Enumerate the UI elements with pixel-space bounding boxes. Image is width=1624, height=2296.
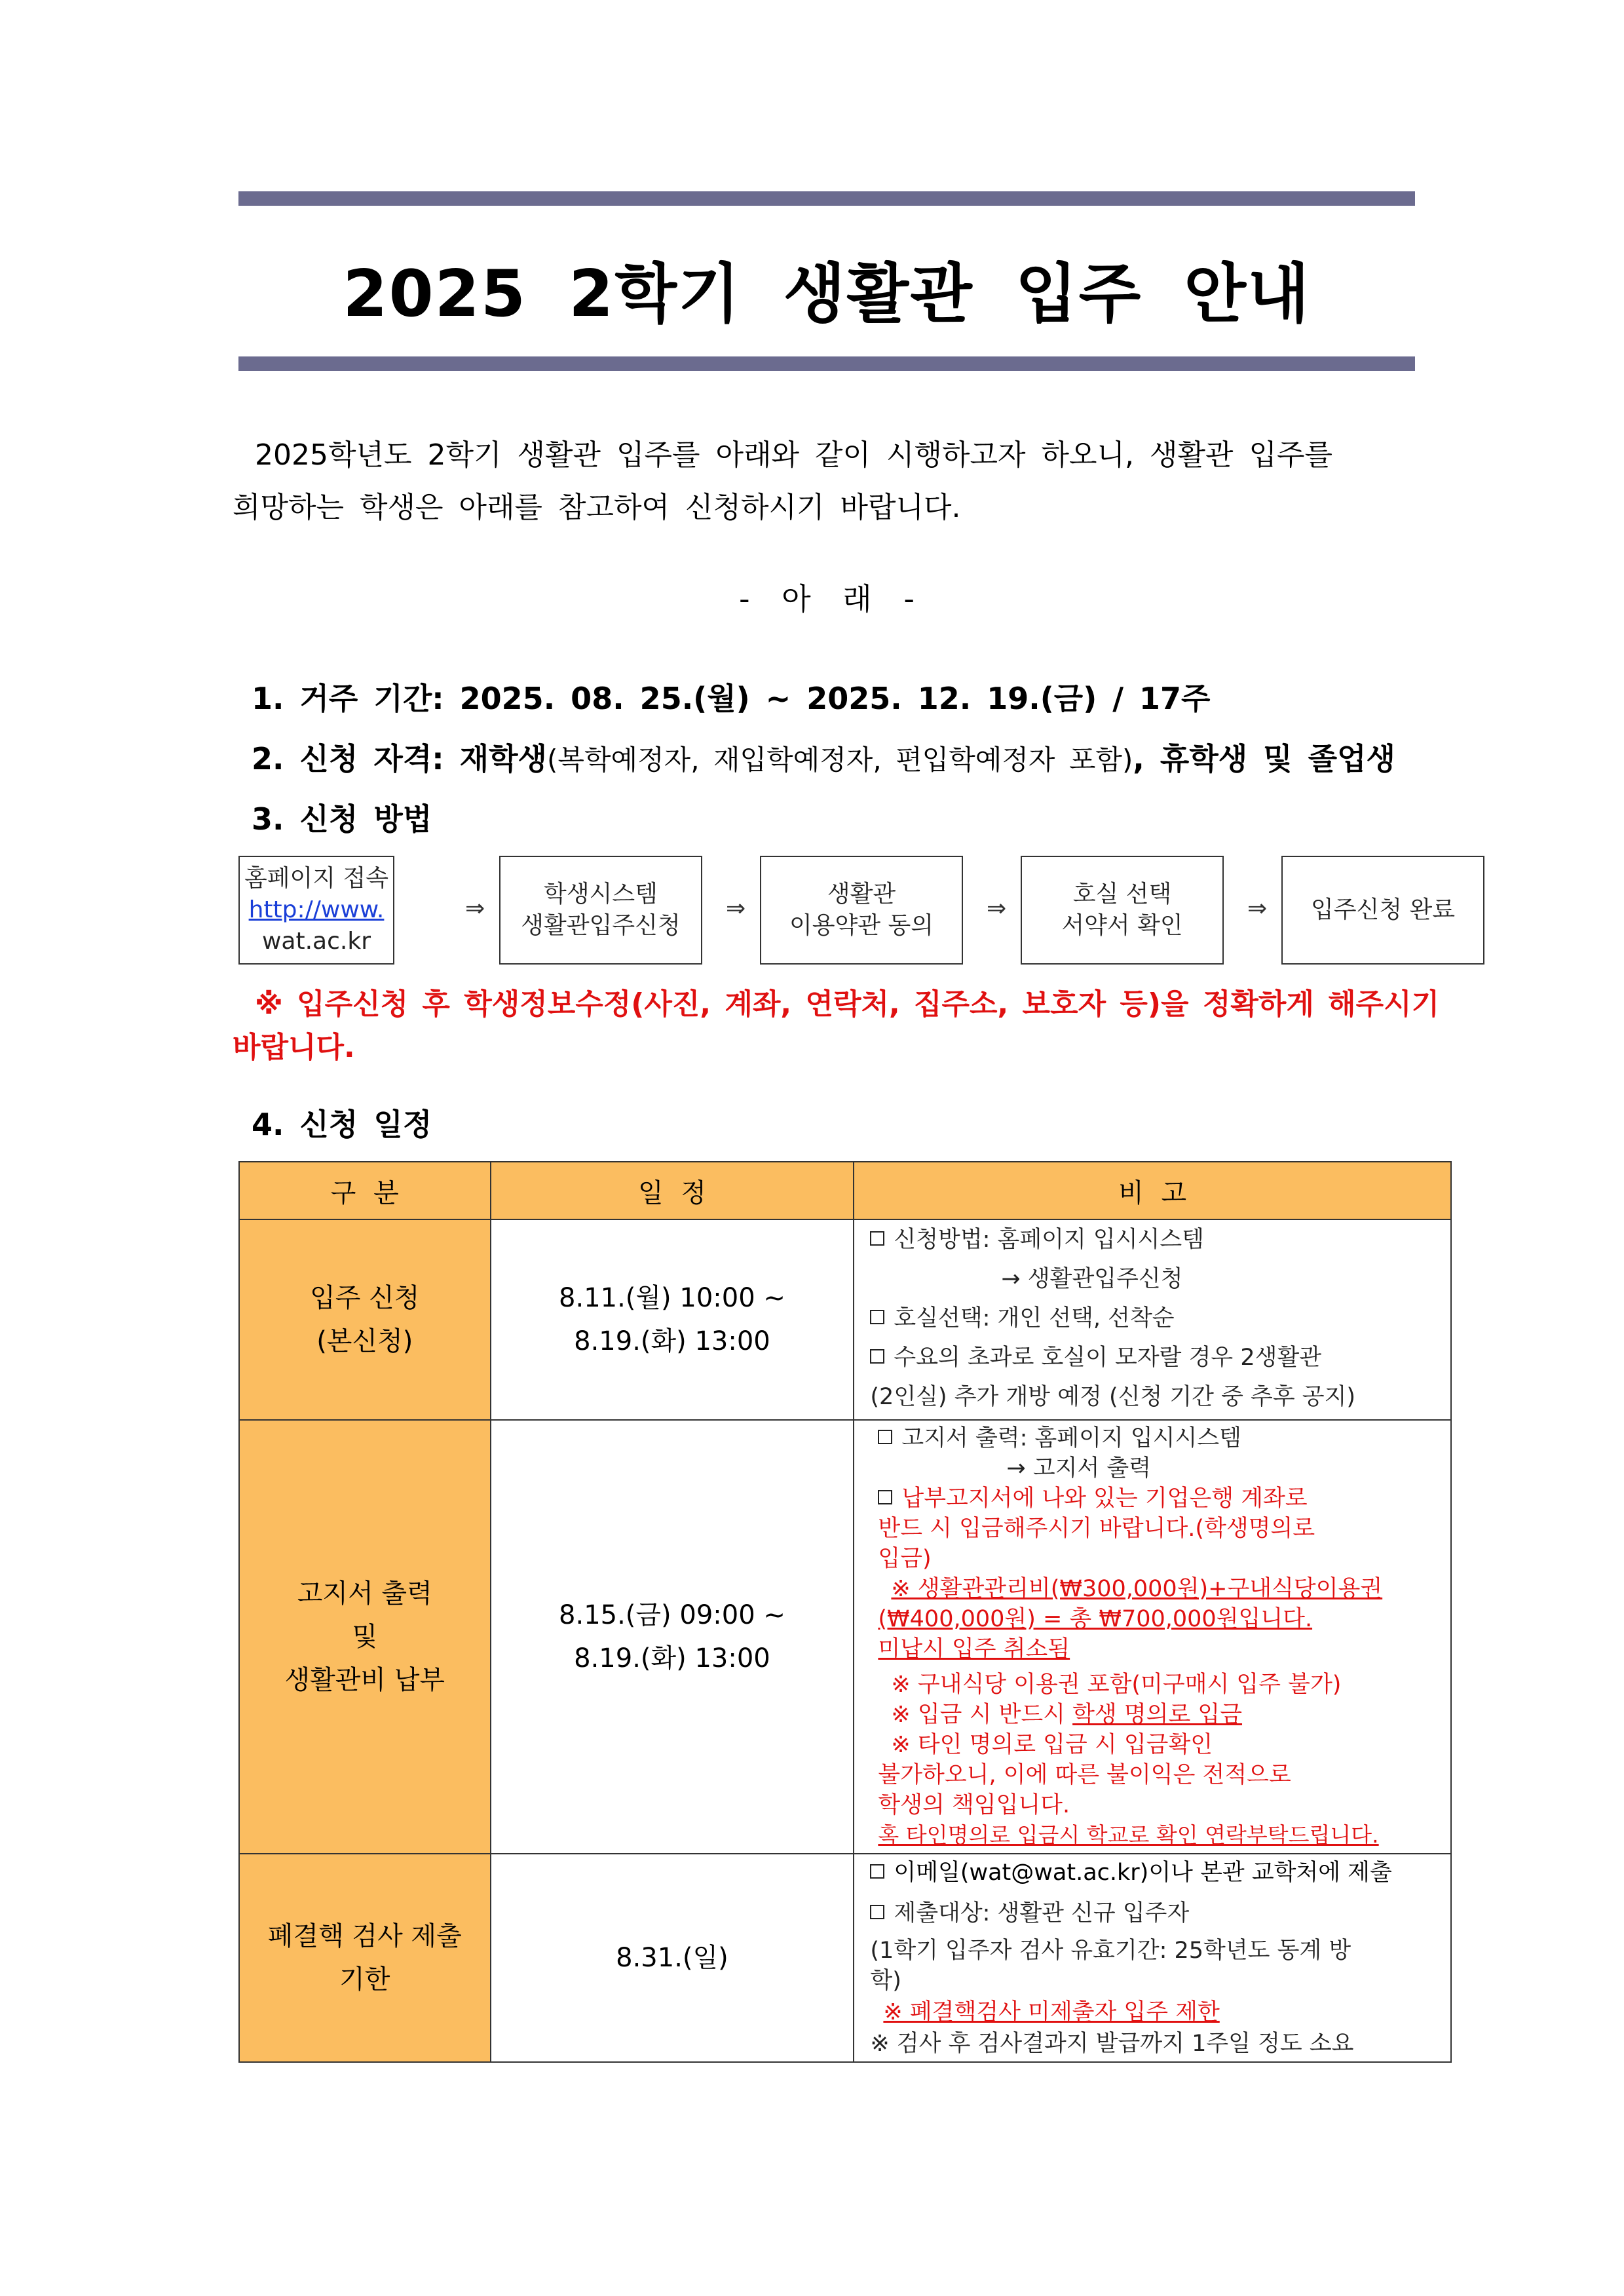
section-application-method: 3. 신청 방법: [252, 801, 432, 837]
flow-step-complete: [1281, 856, 1484, 965]
fee-total: (₩400,000원) = 총 ₩700,000원입니다.: [878, 1606, 1313, 1632]
application-method-path: → 생활관입주신청: [1001, 1266, 1183, 1292]
row-application-date: [491, 1219, 854, 1420]
flow-step-room-line2: 서약서 확인: [1061, 912, 1183, 939]
flow-step-homepage: [238, 856, 394, 965]
application-method: 신청방법: 홈페이지 입시시스템: [894, 1227, 1204, 1253]
deposit-name-note: ※ 입금 시 반드시: [891, 1702, 1073, 1728]
table-header-row: [239, 1162, 1451, 1219]
info-update-warning: [233, 983, 1440, 1069]
schedule-table: [238, 1161, 1452, 2063]
eligibility-tail: , 휴학생 및 졸업생: [1133, 741, 1395, 776]
row-payment-label-1: 고지서 출력: [297, 1578, 432, 1609]
invoice-print: 고지서 출력: 홈페이지 입시시스템: [901, 1425, 1241, 1451]
row-application-label-2: (본신청): [316, 1326, 413, 1356]
flow-step-terms-agreement: [760, 856, 963, 965]
nonpayment-cancel: 미납시 입주 취소됨: [878, 1636, 1070, 1662]
checkbox-icon: [870, 1864, 884, 1879]
fee-breakdown: ※ 생활관관리비(₩300,000원)+구내식당이용권: [891, 1576, 1383, 1602]
checkbox-icon: [870, 1349, 884, 1364]
row-tb-label-2: 기한: [339, 1964, 390, 1995]
checkbox-icon: [870, 1231, 884, 1246]
room-selection-note: 호실선택: 개인 선택, 선착순: [894, 1305, 1175, 1331]
overflow-note-detail: (2인실) 추가 개방 예정 (신청 기간 중 추후 공지): [870, 1384, 1356, 1410]
tb-restriction: ※ 폐결핵검사 미제출자 입주 제한: [883, 1999, 1220, 2025]
flow-arrow-2: ⇒: [726, 895, 746, 922]
header-schedule: 일 정: [491, 1162, 854, 1219]
row-payment-date: [491, 1420, 854, 1854]
flow-step-room-selection: [1021, 856, 1224, 965]
title-bottom-rule: [238, 356, 1415, 371]
row-payment-note: [854, 1420, 1451, 1854]
flow-step-homepage-label: 홈페이지 접속: [244, 865, 389, 892]
checkbox-icon: [870, 1905, 884, 1919]
intro-line-1: 2025학년도 2학기 생활관 입주를 아래와 같이 시행하고자 하오니, 생활관 입주를: [255, 438, 1332, 472]
tb-submit-method: 이메일(wat@wat.ac.kr)이나 본관 교학처에 제출: [894, 1860, 1392, 1886]
checkbox-icon: [878, 1490, 892, 1504]
tb-validity-end: 학): [870, 1968, 901, 1994]
other-name-note-2: 불가하오니, 이에 따른 불이익은 전적으로: [878, 1762, 1291, 1788]
checkbox-icon: [870, 1310, 884, 1324]
flow-step-student-system-line2: 생활관입주신청: [521, 912, 681, 939]
eligibility-bold: 2. 신청 자격: 재학생: [252, 741, 547, 776]
section-eligibility: [252, 735, 1395, 778]
flow-step-student-system: [499, 856, 702, 965]
flow-arrow-4: ⇒: [1247, 895, 1268, 922]
notice-heading: - 아 래 -: [739, 581, 915, 617]
tb-target: 제출대상: 생활관 신규 입주자: [894, 1900, 1190, 1926]
row-payment-label-2: 및: [352, 1622, 378, 1652]
overflow-note: 수요의 초과로 호실이 모자랄 경우 2생활관: [894, 1345, 1322, 1371]
row-tb-note: [854, 1854, 1451, 2062]
payment-instruction-end: 입금): [878, 1546, 932, 1572]
page-title: 2025 2학기 생활관 입주 안내: [343, 257, 1311, 332]
flow-step-homepage-domain: wat.ac.kr: [261, 928, 371, 955]
row-application-note: [854, 1219, 1451, 1420]
invoice-print-path: → 고지서 출력: [1006, 1455, 1152, 1482]
payment-instruction: 반드 시 입금해주시기 바랍니다.(학생명의로: [878, 1516, 1315, 1542]
cafeteria-note: ※ 구내식당 이용권 포함(미구매시 입주 불가): [891, 1672, 1342, 1698]
row-application-label-1: 입주 신청: [310, 1283, 420, 1313]
row-application-date-start: 8.11.(월) 10:00 ~: [559, 1283, 785, 1313]
flow-arrow-1: ⇒: [465, 895, 485, 922]
row-payment-date-end: 8.19.(화) 13:00: [574, 1643, 770, 1674]
other-name-note-3: 학생의 책임입니다.: [878, 1792, 1070, 1818]
row-application-date-end: 8.19.(화) 13:00: [574, 1326, 770, 1356]
flow-step-room-line1: 호실 선택: [1072, 881, 1172, 908]
payment-account: 납부고지서에 나와 있는 기업은행 계좌로: [901, 1485, 1308, 1512]
row-payment-label: [239, 1420, 491, 1854]
section-schedule: 4. 신청 일정: [252, 1107, 432, 1142]
row-payment-label-3: 생활관비 납부: [284, 1665, 445, 1695]
warning-line-1: ※ 입주신청 후 학생정보수정(사진, 계좌, 연락처, 집주소, 보호자 등)을 정확하게 해주시기: [255, 987, 1440, 1021]
row-payment-date-start: 8.15.(금) 09:00 ~: [559, 1600, 785, 1630]
tb-validity: (1학기 입주자 검사 유효기간: 25학년도 동계 방: [870, 1938, 1351, 1964]
tb-result-time: ※ 검사 후 검사결과지 발급까지 1주일 정도 소요: [870, 2031, 1354, 2057]
row-tb-label: [239, 1854, 491, 2062]
eligibility-detail: (복학예정자, 재입학예정자, 편입학예정자 포함): [546, 744, 1133, 776]
flow-step-complete-label: 입주신청 완료: [1310, 896, 1456, 923]
row-tb-label-1: 폐결핵 검사 제출: [267, 1921, 462, 1951]
deposit-name-emphasis: 학생 명의로 입금: [1072, 1702, 1243, 1728]
contact-request: 혹 타인명의로 입금시 학교로 확인 연락부탁드립니다.: [878, 1822, 1379, 1848]
row-application-label: [239, 1219, 491, 1420]
other-name-note: ※ 타인 명의로 입금 시 입금확인: [891, 1732, 1213, 1758]
table-row-tb-test: [239, 1854, 1451, 2062]
checkbox-icon: [878, 1430, 892, 1444]
title-top-rule: [238, 191, 1415, 206]
intro-line-2: 희망하는 학생은 아래를 참고하여 신청하시기 바랍니다.: [233, 491, 961, 524]
table-row-application: [239, 1219, 1451, 1420]
flow-step-homepage-link[interactable]: http://www.: [248, 896, 385, 923]
flow-step-terms-line1: 생활관: [827, 881, 896, 908]
flow-step-terms-line2: 이용약관 동의: [789, 912, 934, 939]
flow-step-student-system-line1: 학생시스템: [544, 881, 658, 908]
table-row-payment: [239, 1420, 1451, 1854]
warning-line-2: 바랍니다.: [233, 1031, 355, 1064]
section-residence-period: 1. 거주 기간: 2025. 08. 25.(월) ~ 2025. 12. 19.(금) / 17주: [252, 681, 1211, 716]
flow-arrow-3: ⇒: [987, 895, 1007, 922]
row-tb-date: 8.31.(일): [491, 1854, 854, 2062]
header-category: 구 분: [239, 1162, 491, 1219]
header-note: 비 고: [854, 1162, 1451, 1219]
